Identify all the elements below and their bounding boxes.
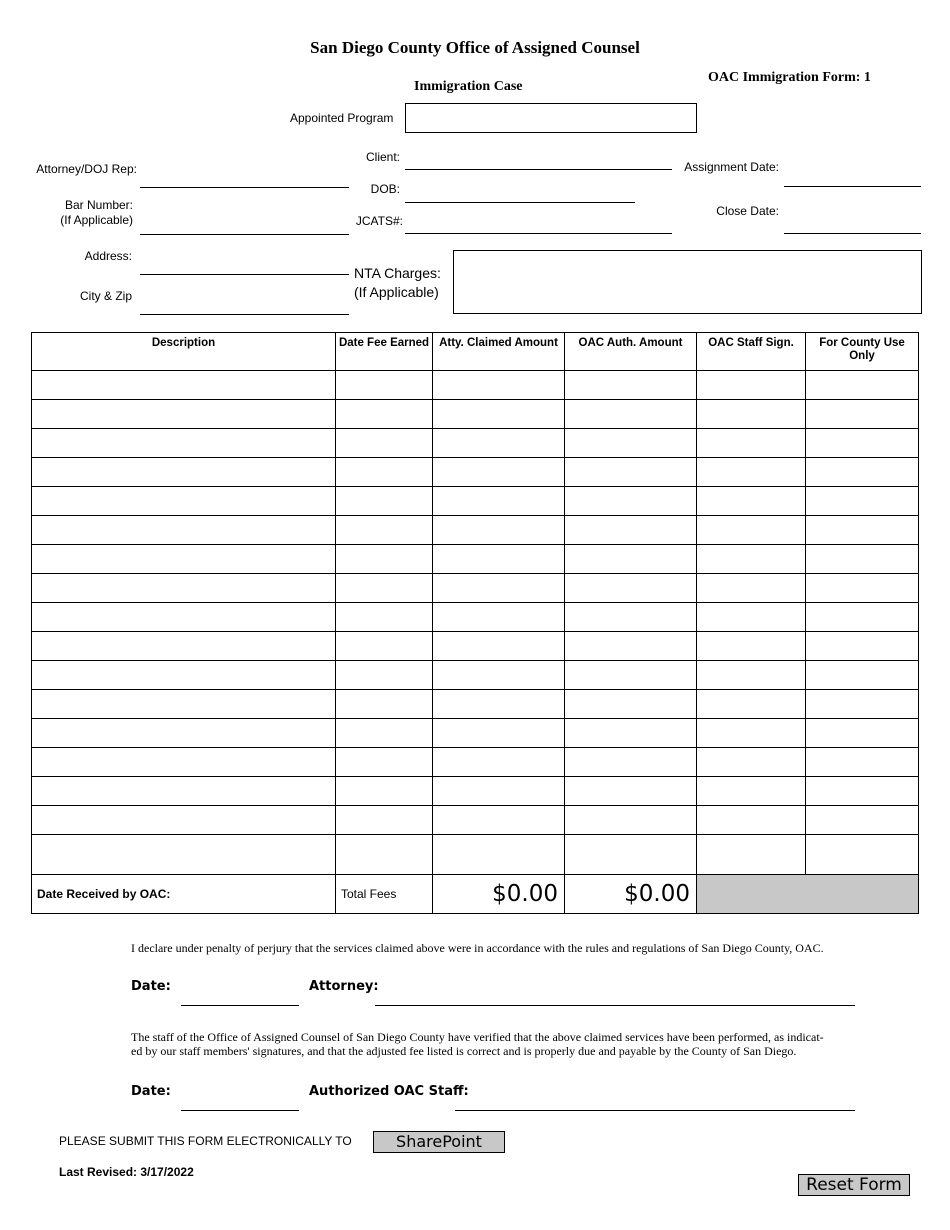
date-fee-earned-cell[interactable] (336, 545, 433, 574)
oac-staff-sign-cell[interactable] (697, 690, 806, 719)
staff-sign-label: Authorized OAC Staff: (309, 1084, 469, 1099)
client-input[interactable] (405, 169, 672, 170)
col-oac-staff-sign: OAC Staff Sign. (697, 333, 806, 371)
county-use-cell[interactable] (806, 748, 919, 777)
oac-staff-sign-cell[interactable] (697, 574, 806, 603)
date-fee-earned-cell[interactable] (336, 400, 433, 429)
oac-auth-cell[interactable] (565, 835, 697, 875)
totals-row (32, 875, 919, 914)
county-use-cell[interactable] (806, 429, 919, 458)
city-zip-label: City & Zip (79, 289, 132, 303)
authorized-total: $0.00 (565, 875, 697, 914)
date-fee-earned-cell[interactable] (336, 632, 433, 661)
oac-staff-sign-cell[interactable] (697, 835, 806, 875)
oac-auth-cell[interactable] (565, 719, 697, 748)
fee-row (32, 400, 919, 429)
oac-auth-cell[interactable] (565, 516, 697, 545)
oac-auth-cell[interactable] (565, 429, 697, 458)
oac-staff-sign-cell[interactable] (697, 400, 806, 429)
city-zip-input[interactable] (140, 314, 349, 315)
county-use-cell[interactable] (806, 661, 919, 690)
col-date-fee-earned: Date Fee Earned (336, 333, 433, 371)
close-date-input[interactable] (784, 233, 921, 234)
staff-date-input[interactable] (181, 1110, 299, 1111)
oac-auth-cell[interactable] (565, 487, 697, 516)
assignment-date-input[interactable] (784, 186, 921, 187)
date-received-label: Date Received by OAC: (32, 875, 336, 914)
description-cell[interactable] (32, 371, 336, 400)
county-use-cell[interactable] (806, 400, 919, 429)
attorney-sign-input[interactable] (375, 1005, 855, 1006)
atty-claimed-cell[interactable] (433, 487, 565, 516)
oac-auth-cell[interactable] (565, 777, 697, 806)
oac-staff-sign-cell[interactable] (697, 487, 806, 516)
date-fee-earned-cell[interactable] (336, 806, 433, 835)
assignment-date-label: Assignment Date: (684, 160, 779, 174)
atty-claimed-cell[interactable] (433, 400, 565, 429)
description-cell[interactable] (32, 719, 336, 748)
fee-row (32, 516, 919, 545)
atty-claimed-cell[interactable] (433, 661, 565, 690)
oac-staff-sign-cell[interactable] (697, 545, 806, 574)
fee-row (32, 603, 919, 632)
description-cell[interactable] (32, 603, 336, 632)
nta-charges-input[interactable] (453, 250, 922, 314)
fee-row (32, 632, 919, 661)
description-cell[interactable] (32, 632, 336, 661)
description-cell[interactable] (32, 777, 336, 806)
atty-claimed-cell[interactable] (433, 748, 565, 777)
oac-staff-sign-cell[interactable] (697, 458, 806, 487)
fee-row (32, 690, 919, 719)
fee-row (32, 487, 919, 516)
fee-row (32, 545, 919, 574)
bar-number-label: Bar Number: (64, 198, 133, 212)
submit-instruction: PLEASE SUBMIT THIS FORM ELECTRONICALLY TO (59, 1134, 352, 1148)
county-use-cell[interactable] (806, 690, 919, 719)
col-county-use: For County Use Only (806, 333, 919, 371)
bar-number-input[interactable] (140, 234, 349, 235)
claimed-total: $0.00 (433, 875, 565, 914)
fee-row (32, 371, 919, 400)
county-use-cell[interactable] (806, 835, 919, 875)
oac-staff-sign-cell[interactable] (697, 429, 806, 458)
nta-charges-label (354, 264, 441, 302)
fee-row (32, 574, 919, 603)
oac-staff-sign-cell[interactable] (697, 603, 806, 632)
county-use-cell[interactable] (806, 371, 919, 400)
description-cell[interactable] (32, 835, 336, 875)
reset-form-button[interactable]: Reset Form (798, 1174, 910, 1196)
address-input[interactable] (140, 274, 349, 275)
attorney-date-label: Date: (131, 979, 171, 994)
date-fee-earned-cell[interactable] (336, 487, 433, 516)
oac-staff-sign-cell[interactable] (697, 719, 806, 748)
oac-staff-sign-cell[interactable] (697, 632, 806, 661)
county-use-cell[interactable] (806, 545, 919, 574)
atty-claimed-cell[interactable] (433, 429, 565, 458)
atty-claimed-cell[interactable] (433, 806, 565, 835)
oac-auth-cell[interactable] (565, 661, 697, 690)
client-label: Client: (365, 150, 400, 164)
appointed-program-label: Appointed Program (290, 111, 394, 125)
description-cell[interactable] (32, 806, 336, 835)
description-cell[interactable] (32, 516, 336, 545)
county-use-cell[interactable] (806, 574, 919, 603)
staff-verification-line-1: The staff of the Office of Assigned Counsel of San Diego County have verified that the above claimed services have been performed, as indicat- (131, 1030, 824, 1044)
county-use-cell[interactable] (806, 516, 919, 545)
description-cell[interactable] (32, 545, 336, 574)
staff-sign-input[interactable] (455, 1110, 855, 1111)
county-use-cell[interactable] (806, 777, 919, 806)
form-number: OAC Immigration Form: 1 (708, 70, 871, 85)
staff-verification (131, 1030, 861, 1058)
atty-claimed-cell[interactable] (433, 516, 565, 545)
date-fee-earned-cell[interactable] (336, 777, 433, 806)
atty-claimed-cell[interactable] (433, 719, 565, 748)
oac-auth-cell[interactable] (565, 806, 697, 835)
date-fee-earned-cell[interactable] (336, 719, 433, 748)
fee-row (32, 835, 919, 875)
oac-staff-sign-cell[interactable] (697, 661, 806, 690)
atty-claimed-cell[interactable] (433, 690, 565, 719)
last-revised: Last Revised: 3/17/2022 (59, 1165, 194, 1179)
date-fee-earned-cell[interactable] (336, 748, 433, 777)
oac-auth-cell[interactable] (565, 458, 697, 487)
description-cell[interactable] (32, 748, 336, 777)
address-label: Address: (84, 249, 132, 263)
date-fee-earned-cell[interactable] (336, 371, 433, 400)
col-atty-claimed: Atty. Claimed Amount (433, 333, 565, 371)
dob-label: DOB: (370, 182, 400, 196)
atty-claimed-cell[interactable] (433, 371, 565, 400)
oac-auth-cell[interactable] (565, 371, 697, 400)
attorney-declaration: I declare under penalty of perjury that the services claimed above were in accordance with the rules and regulations of San Diego County, OAC. (131, 941, 824, 955)
atty-claimed-cell[interactable] (433, 574, 565, 603)
dob-input[interactable] (405, 202, 635, 203)
fee-table (31, 332, 919, 914)
attorney-rep-label: Attorney/DOJ Rep: (36, 162, 137, 176)
fee-row (32, 458, 919, 487)
county-use-cell[interactable] (806, 603, 919, 632)
description-cell[interactable] (32, 487, 336, 516)
oac-staff-sign-cell[interactable] (697, 516, 806, 545)
form-title: San Diego County Office of Assigned Counsel (310, 38, 640, 57)
oac-staff-sign-cell[interactable] (697, 806, 806, 835)
attorney-date-input[interactable] (181, 1005, 299, 1006)
form-subtitle: Immigration Case (414, 79, 523, 94)
oac-staff-sign-cell[interactable] (697, 748, 806, 777)
total-fees-label: Total Fees (336, 875, 433, 914)
atty-claimed-cell[interactable] (433, 545, 565, 574)
date-fee-earned-cell[interactable] (336, 661, 433, 690)
staff-verification-line-2: ed by our staff members' signatures, and that the adjusted fee listed is correct and is properly due and payable by the County of San Diego. (131, 1044, 797, 1058)
oac-auth-cell[interactable] (565, 545, 697, 574)
description-cell[interactable] (32, 400, 336, 429)
date-fee-earned-cell[interactable] (336, 516, 433, 545)
atty-claimed-cell[interactable] (433, 632, 565, 661)
sharepoint-button[interactable]: SharePoint (373, 1131, 505, 1153)
date-fee-earned-cell[interactable] (336, 690, 433, 719)
appointed-program-input[interactable] (405, 103, 697, 133)
fee-row (32, 806, 919, 835)
fee-row (32, 719, 919, 748)
fee-row (32, 748, 919, 777)
date-fee-earned-cell[interactable] (336, 835, 433, 875)
oac-staff-sign-cell[interactable] (697, 371, 806, 400)
col-description: Description (32, 333, 336, 371)
fee-row (32, 777, 919, 806)
description-cell[interactable] (32, 574, 336, 603)
description-cell[interactable] (32, 690, 336, 719)
bar-number-note: (If Applicable) (60, 213, 133, 227)
fee-table-header (32, 333, 919, 371)
fee-row (32, 661, 919, 690)
date-fee-earned-cell[interactable] (336, 574, 433, 603)
oac-auth-cell[interactable] (565, 632, 697, 661)
nta-charges-note: (If Applicable) (354, 284, 439, 300)
atty-claimed-cell[interactable] (433, 835, 565, 875)
nta-charges-title: NTA Charges: (354, 265, 441, 281)
attorney-sign-label: Attorney: (309, 979, 379, 994)
col-oac-auth: OAC Auth. Amount (565, 333, 697, 371)
oac-staff-sign-cell[interactable] (697, 777, 806, 806)
date-fee-earned-cell[interactable] (336, 603, 433, 632)
county-use-cell[interactable] (806, 719, 919, 748)
atty-claimed-cell[interactable] (433, 458, 565, 487)
oac-auth-cell[interactable] (565, 574, 697, 603)
description-cell[interactable] (32, 458, 336, 487)
county-shaded-cell (697, 875, 919, 914)
description-cell[interactable] (32, 429, 336, 458)
oac-auth-cell[interactable] (565, 603, 697, 632)
oac-auth-cell[interactable] (565, 748, 697, 777)
attorney-rep-input[interactable] (140, 187, 349, 188)
county-use-cell[interactable] (806, 487, 919, 516)
atty-claimed-cell[interactable] (433, 777, 565, 806)
oac-auth-cell[interactable] (565, 690, 697, 719)
county-use-cell[interactable] (806, 458, 919, 487)
jcats-input[interactable] (405, 233, 672, 234)
county-use-cell[interactable] (806, 632, 919, 661)
atty-claimed-cell[interactable] (433, 603, 565, 632)
date-fee-earned-cell[interactable] (336, 429, 433, 458)
fee-row (32, 429, 919, 458)
oac-auth-cell[interactable] (565, 400, 697, 429)
date-fee-earned-cell[interactable] (336, 458, 433, 487)
close-date-label: Close Date: (716, 204, 779, 218)
jcats-label: JCATS#: (355, 214, 403, 228)
staff-date-label: Date: (131, 1084, 171, 1099)
county-use-cell[interactable] (806, 806, 919, 835)
description-cell[interactable] (32, 661, 336, 690)
